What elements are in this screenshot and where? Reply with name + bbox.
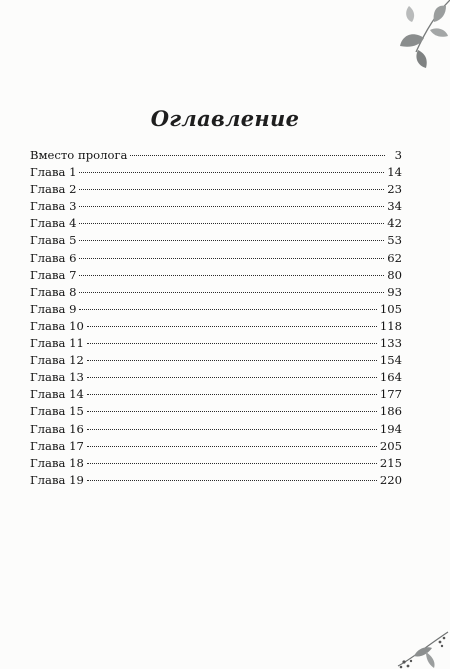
toc-entry xyxy=(30,232,402,249)
toc-entry xyxy=(30,335,402,352)
dot-leader xyxy=(79,292,384,293)
toc-entry xyxy=(30,181,402,198)
toc-entry xyxy=(30,352,402,369)
toc-entry-page-number: 42 xyxy=(387,216,402,231)
dot-leader xyxy=(79,172,384,173)
dot-leader xyxy=(87,411,377,412)
dot-leader xyxy=(87,377,377,378)
toc-entry-label: Вместо пролога xyxy=(30,148,128,162)
dot-leader xyxy=(87,480,377,481)
dot-leader xyxy=(87,360,377,361)
dot-leader xyxy=(87,394,377,395)
berry-sprig-icon xyxy=(396,626,450,669)
toc-entry-label: Глава 11 xyxy=(30,336,84,351)
toc-entry-label: Глава 19 xyxy=(30,472,84,487)
toc-entry-label: Глава 18 xyxy=(30,455,84,470)
toc-entry-page-number: 23 xyxy=(387,182,402,197)
dot-leader xyxy=(79,309,376,310)
toc-entry-page-number: 133 xyxy=(379,336,402,351)
toc-entry-page-number: 14 xyxy=(387,165,402,180)
dot-leader xyxy=(79,189,384,190)
toc-entry xyxy=(30,284,402,301)
toc-entry-page-number: 154 xyxy=(379,353,402,368)
dot-leader xyxy=(79,258,384,259)
toc-entry-label: Глава 10 xyxy=(30,318,84,333)
toc-entry-label: Глава 17 xyxy=(30,438,84,453)
toc-entry-page-number: 194 xyxy=(379,421,402,436)
toc-entry xyxy=(30,318,402,335)
toc-entry-label: Глава 12 xyxy=(30,353,84,368)
toc-entry-label: Глава 7 xyxy=(30,267,77,282)
toc-entry-page-number: 186 xyxy=(379,404,402,419)
toc-entry xyxy=(30,301,402,318)
toc-entry xyxy=(30,198,402,215)
toc-entry-label: Глава 14 xyxy=(30,387,84,402)
dot-leader xyxy=(79,240,384,241)
toc-entry xyxy=(30,164,402,181)
toc-title: Оглавление xyxy=(150,106,300,132)
toc-entry-page-number: 215 xyxy=(379,455,402,470)
toc-entry-label: Глава 16 xyxy=(30,421,84,436)
leaf-sprig-icon xyxy=(376,0,450,72)
toc-entry-label: Глава 6 xyxy=(30,250,77,265)
toc-entry-page-number: 205 xyxy=(379,438,402,453)
toc-entry-label: Глава 4 xyxy=(30,216,77,231)
toc-entry-label: Глава 5 xyxy=(30,233,77,248)
toc-entry-page-number: 118 xyxy=(379,318,402,333)
toc-entry-label: Глава 1 xyxy=(30,165,77,180)
dot-leader xyxy=(87,446,377,447)
toc-entry xyxy=(30,147,402,164)
toc-entry-page-number: 34 xyxy=(387,199,402,214)
toc-entry xyxy=(30,267,402,284)
toc-entry-label: Глава 9 xyxy=(30,301,77,316)
toc-entry-page-number: 93 xyxy=(387,284,402,299)
dot-leader xyxy=(87,463,377,464)
toc-entry-label: Глава 15 xyxy=(30,404,84,419)
dot-leader xyxy=(79,223,384,224)
toc-entry xyxy=(30,472,402,489)
table-of-contents xyxy=(30,147,402,489)
toc-entry-page-number: 80 xyxy=(387,267,402,282)
toc-entry-page-number: 3 xyxy=(394,148,402,162)
dot-leader xyxy=(79,275,384,276)
toc-entry xyxy=(30,403,402,420)
toc-entry xyxy=(30,215,402,232)
toc-entry xyxy=(30,386,402,403)
toc-entry-page-number: 62 xyxy=(387,250,402,265)
toc-entry xyxy=(30,421,402,438)
dot-leader xyxy=(87,429,377,430)
toc-entry-page-number: 53 xyxy=(387,233,402,248)
toc-entry-label: Глава 13 xyxy=(30,370,84,385)
dot-leader xyxy=(79,206,384,207)
dot-leader xyxy=(130,155,385,156)
toc-entry xyxy=(30,455,402,472)
toc-entry-label: Глава 2 xyxy=(30,182,77,197)
toc-entry-page-number: 220 xyxy=(379,472,402,487)
toc-entry-page-number: 164 xyxy=(379,370,402,385)
dot-leader xyxy=(87,343,377,344)
dot-leader xyxy=(87,326,377,327)
toc-entry xyxy=(30,250,402,267)
toc-entry-page-number: 105 xyxy=(379,301,402,316)
toc-entry-page-number: 177 xyxy=(379,387,402,402)
toc-entry xyxy=(30,369,402,386)
toc-entry-label: Глава 3 xyxy=(30,199,77,214)
toc-entry xyxy=(30,438,402,455)
toc-entry-label: Глава 8 xyxy=(30,284,77,299)
